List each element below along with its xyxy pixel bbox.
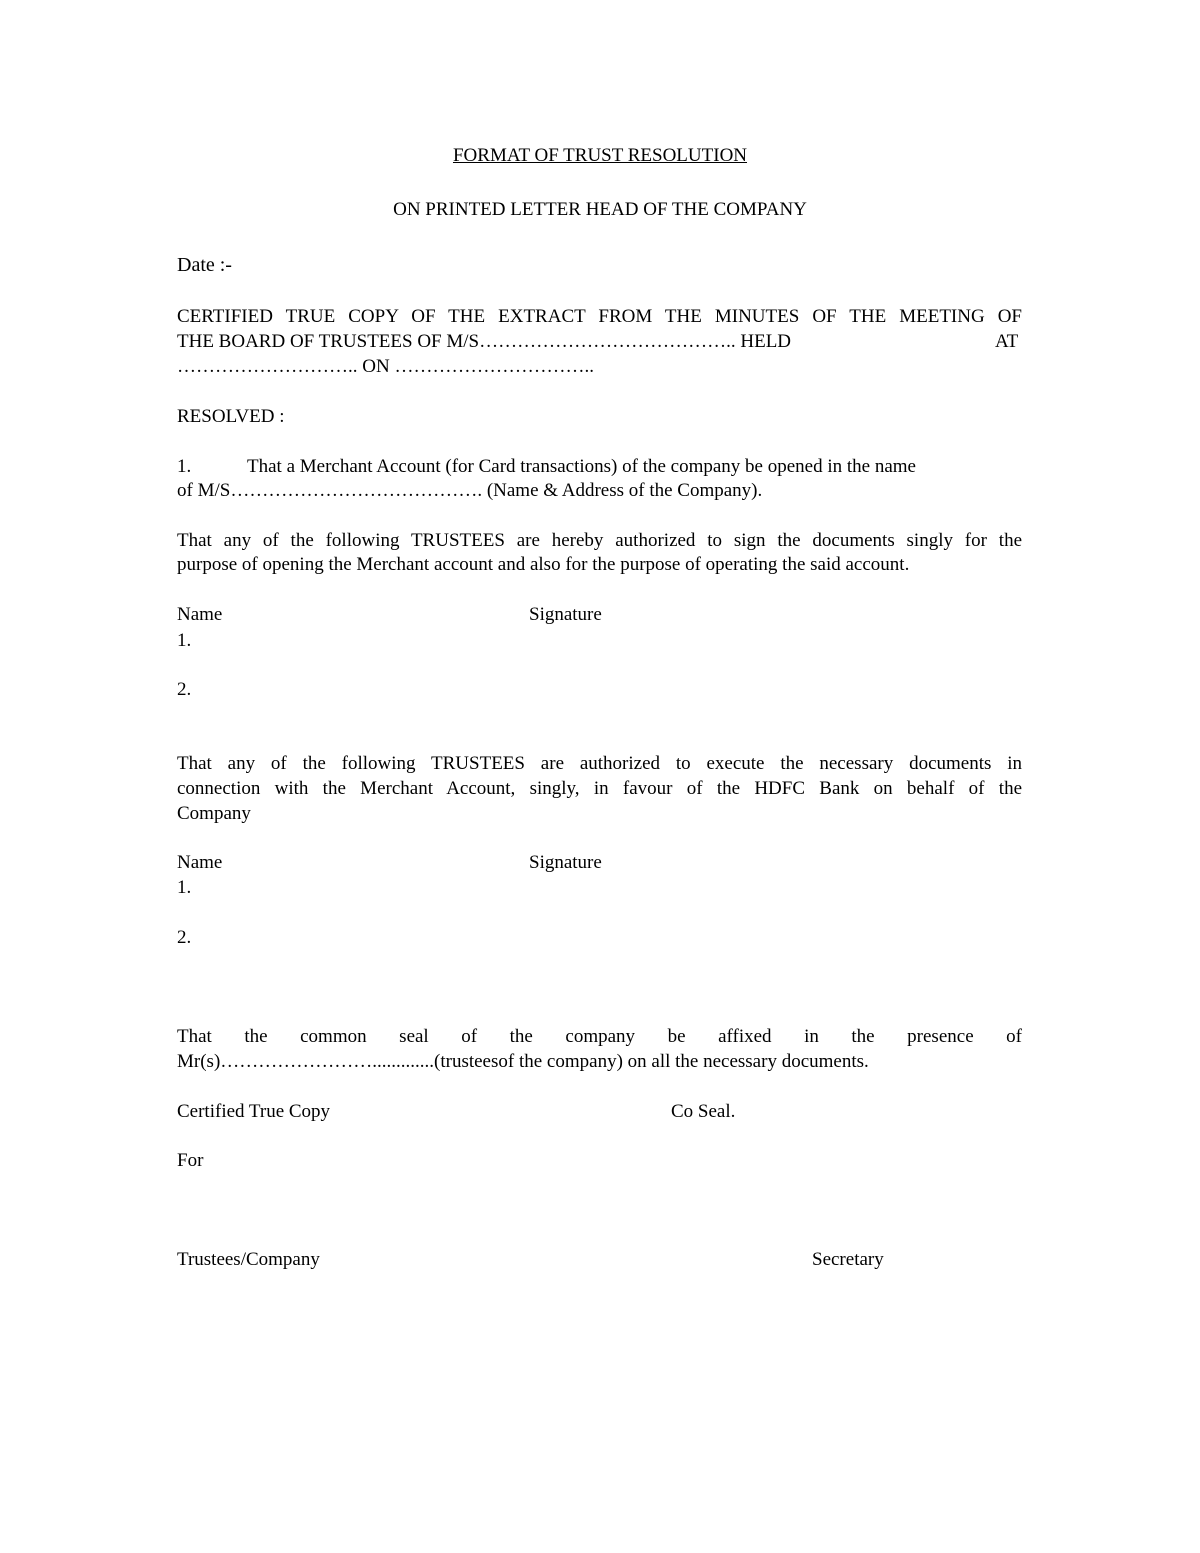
- trustees-company-label: Trustees/Company: [177, 1249, 320, 1270]
- item-1-line-2: of M/S…………………………………. (Name & Address of the Company).: [177, 480, 763, 501]
- co-seal-label: Co Seal.: [671, 1101, 736, 1122]
- paragraph-3-line-3: Company: [177, 803, 251, 824]
- certified-true-copy-label: Certified True Copy: [177, 1101, 331, 1122]
- table-2-row-1: 1.: [177, 877, 192, 898]
- paragraph-3-line-1: That any of the following TRUSTEES are authorized to execute the necessary documents in: [177, 753, 1022, 774]
- paragraph-2-line-2: purpose of opening the Merchant account and also for the purpose of operating the said account.: [177, 554, 910, 575]
- certified-line-2-a: THE BOARD OF TRUSTEES OF M/S………………………………….. HELD: [177, 331, 792, 352]
- document-subtitle: ON PRINTED LETTER HEAD OF THE COMPANY: [393, 199, 807, 220]
- paragraph-4-line-2: Mr(s)…………………….............(trusteesof the company) on all the necessary documents.: [177, 1051, 869, 1072]
- item-1-line-1: That a Merchant Account (for Card transactions) of the company be opened in the name: [247, 456, 916, 477]
- certified-line-3: ……………………….. ON …………………………..: [177, 356, 594, 377]
- document-title: FORMAT OF TRUST RESOLUTION: [452, 145, 748, 166]
- table-1-name-header: Name: [177, 604, 223, 625]
- item-1-number: 1.: [177, 456, 192, 477]
- secretary-label: Secretary: [812, 1249, 884, 1270]
- table-1-signature-header: Signature: [529, 604, 602, 625]
- table-1-row-1: 1.: [177, 630, 192, 651]
- date-label: Date :-: [177, 254, 232, 276]
- table-2-name-header: Name: [177, 852, 223, 873]
- certified-line-2-b: AT: [995, 331, 1019, 352]
- paragraph-3-line-2: connection with the Merchant Account, singly, in favour of the HDFC Bank on behalf of the: [177, 778, 1022, 799]
- table-2-row-2: 2.: [177, 927, 192, 948]
- resolved-heading: RESOLVED :: [177, 406, 285, 427]
- paragraph-2-line-1: That any of the following TRUSTEES are hereby authorized to sign the documents singly for the: [177, 530, 1022, 551]
- certified-line-1: CERTIFIED TRUE COPY OF THE EXTRACT FROM THE MINUTES OF THE MEETING OF: [177, 306, 1022, 327]
- table-1-row-2: 2.: [177, 679, 192, 700]
- table-2-signature-header: Signature: [529, 852, 602, 873]
- paragraph-4-line-1: That the common seal of the company be affixed in the presence of: [177, 1026, 1022, 1047]
- for-label: For: [177, 1150, 204, 1171]
